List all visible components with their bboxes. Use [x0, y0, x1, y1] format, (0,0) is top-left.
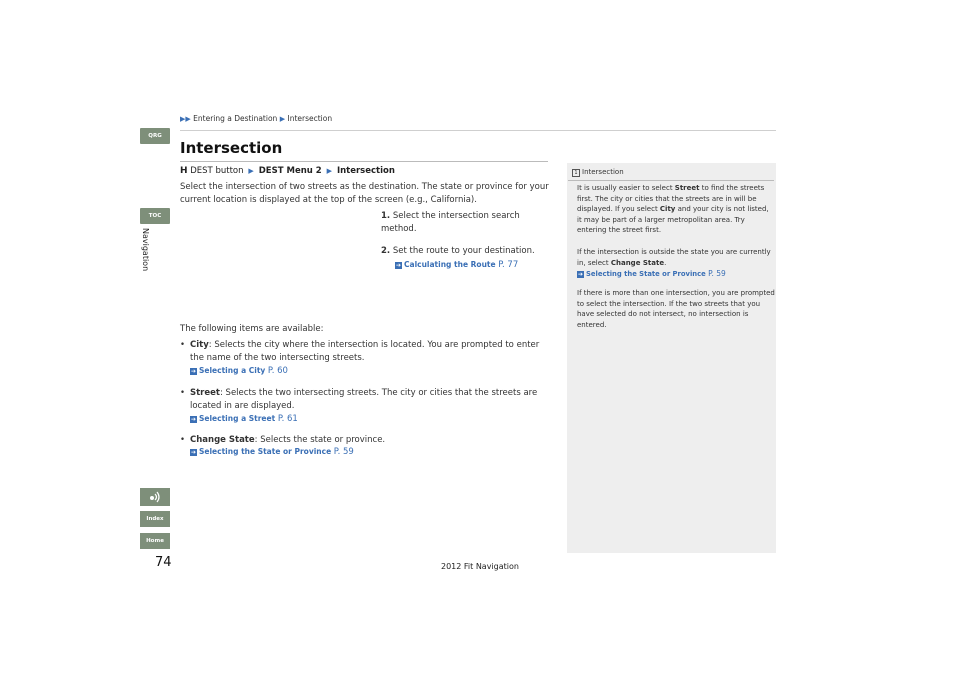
breadcrumb-arrow-icon: ▶▶: [180, 115, 191, 123]
breadcrumb-item-2[interactable]: Intersection: [287, 114, 333, 123]
breadcrumb: [180, 114, 332, 123]
step-2-text: Set the route to your destination.: [392, 246, 535, 256]
list-item-street: • Street: Selects the two intersecting streets. The city or cities that the streets are located in are displayed.: [180, 388, 538, 411]
menu-path: [180, 166, 395, 176]
selecting-street-link[interactable]: ➔ Selecting a Street P. 61: [190, 414, 298, 424]
link-arrow-icon: ➔: [395, 262, 402, 269]
toc-tab[interactable]: TOC: [140, 208, 170, 224]
sidebar-divider: [568, 180, 774, 181]
page-title: Intersection: [180, 139, 283, 157]
bullet: •: [180, 340, 186, 350]
breadcrumb-arrow-icon: ▶: [279, 115, 286, 123]
following-items-text: The following items are available:: [180, 324, 324, 334]
selecting-city-link[interactable]: ➔ Selecting a City P. 60: [190, 366, 288, 376]
link-arrow-icon: ➔: [190, 416, 197, 423]
sidebar-paragraph-2: If the intersection is outside the state you are currently in, select Change State.: [577, 248, 771, 267]
link-arrow-icon: ➔: [577, 271, 584, 278]
h-button-icon: H: [180, 166, 188, 176]
calculating-route-link[interactable]: ➔ Calculating the Route P. 77: [395, 260, 519, 270]
list-item-city: • City: Selects the city where the intersection is located. You are prompted to enter the name of the two intersecting streets.: [180, 340, 540, 363]
intersection-menu-label: Intersection: [336, 166, 395, 176]
bullet: •: [180, 388, 186, 398]
dest-button-label: DEST button: [190, 166, 244, 176]
sidebar-paragraph-1: It is usually easier to select Street to find the streets first. The city or cities that the streets are in will be displayed. If you select City and your city is not listed, it may be part of a larger metropolitan area. Try entering the street first.: [577, 184, 769, 234]
section-label: Navigation: [141, 228, 150, 272]
bullet: •: [180, 435, 186, 445]
footer-text: 2012 Fit Navigation: [441, 562, 519, 571]
link-arrow-icon: ➔: [190, 368, 197, 375]
link-arrow-icon: ➔: [190, 449, 197, 456]
path-arrow-icon: ▶: [324, 167, 335, 175]
intro-paragraph: Select the intersection of two streets as the destination. The state or province for your current location is displayed at the top of the screen (e.g., California).: [180, 182, 549, 205]
voice-command-tab[interactable]: [140, 488, 170, 506]
path-arrow-icon: ▶: [246, 167, 257, 175]
step-2-number: 2.: [381, 246, 391, 256]
header-divider: [180, 130, 776, 131]
voice-command-icon: [148, 491, 162, 503]
step-2: [381, 245, 551, 258]
title-divider: [180, 161, 548, 162]
list-item-change-state: • Change State: Selects the state or province.: [180, 435, 386, 445]
dest-menu-label: DEST Menu 2: [258, 166, 322, 176]
step-1-number: 1.: [381, 211, 391, 221]
note-number-icon: 1: [572, 169, 580, 177]
sidebar-heading: 1 Intersection: [572, 168, 624, 177]
index-tab[interactable]: Index: [140, 511, 170, 527]
breadcrumb-item-1[interactable]: Entering a Destination: [193, 114, 278, 123]
selecting-state-link[interactable]: ➔ Selecting the State or Province P. 59: [190, 447, 354, 457]
page-number: 74: [155, 555, 172, 570]
step-1: [381, 210, 546, 236]
home-tab[interactable]: Home: [140, 533, 170, 549]
qrg-tab[interactable]: QRG: [140, 128, 170, 144]
sidebar-paragraph-3: If there is more than one intersection, you are prompted to select the intersection. If the two streets that you have selected do not intersect, no intersection is entered.: [577, 289, 775, 329]
sidebar-state-link[interactable]: ➔ Selecting the State or Province P. 59: [577, 269, 726, 278]
step-1-text: Select the intersection search method.: [381, 211, 520, 234]
